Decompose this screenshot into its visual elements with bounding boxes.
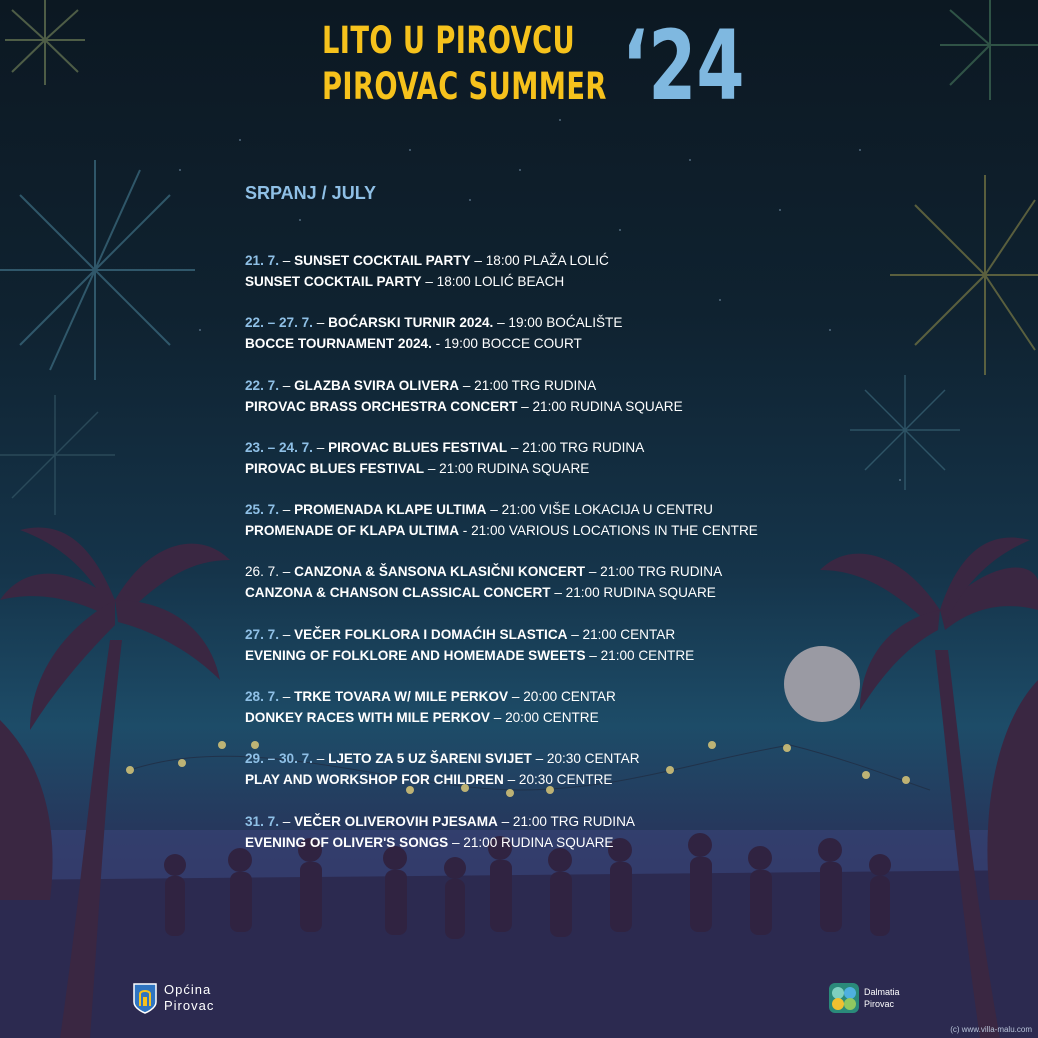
event-detail-croatian: – 21:00 TRG RUDINA — [507, 438, 645, 455]
event-line-english — [245, 520, 846, 541]
event-date: 21. 7. — [245, 252, 279, 268]
event-line-croatian — [245, 499, 846, 520]
event-item — [245, 561, 865, 623]
coat-of-arms-icon — [132, 982, 158, 1014]
event-detail-english: – 21:00 RUDINA SQUARE — [424, 459, 590, 476]
firework-right — [890, 175, 1038, 375]
event-separator: – — [312, 438, 329, 455]
event-name-english: EVENING OF FOLKLORE AND HOMEMADE SWEETS — [245, 646, 586, 663]
title-line-english: PIROVAC SUMMER — [322, 65, 607, 108]
event-name-english: PROMENADE OF KLAPA ULTIMA — [245, 522, 460, 539]
event-date: 23. – 24. 7. — [245, 438, 313, 455]
logo-left-line2: Pirovac — [164, 998, 215, 1013]
event-separator: – — [312, 750, 329, 767]
event-line-croatian — [245, 748, 846, 769]
event-detail-english: – 20:30 CENTRE — [503, 771, 613, 788]
firework-top-right — [940, 0, 1038, 100]
event-detail-croatian: – 19:00 BOĆALIŠTE — [493, 314, 623, 331]
event-name-english: DONKEY RACES WITH MILE PERKOV — [245, 709, 490, 726]
event-line-croatian — [245, 375, 846, 396]
event-line-english — [245, 769, 846, 790]
event-detail-english: – 21:00 RUDINA SQUARE — [517, 397, 683, 414]
event-name-croatian: BOĆARSKI TURNIR 2024. — [328, 314, 494, 331]
event-separator: – — [278, 252, 295, 268]
event-line-croatian — [245, 312, 846, 333]
event-detail-english: – 21:00 RUDINA SQUARE — [448, 833, 614, 850]
event-detail-croatian: – 21:00 TRG RUDINA — [497, 812, 635, 829]
event-separator: – — [278, 563, 295, 580]
event-line-croatian — [245, 561, 846, 582]
event-detail-croatian: – 21:00 TRG RUDINA — [459, 376, 597, 393]
event-line-english — [245, 707, 846, 728]
event-separator: – — [278, 688, 295, 705]
event-date: 28. 7. — [245, 688, 279, 705]
event-detail-croatian: – 21:00 VIŠE LOKACIJA U CENTRU — [486, 501, 713, 518]
event-name-croatian: PROMENADA KLAPE ULTIMA — [294, 501, 487, 518]
event-name-croatian: GLAZBA SVIRA OLIVERA — [294, 376, 460, 393]
poster-title — [322, 18, 669, 110]
event-name-english: PIROVAC BRASS ORCHESTRA CONCERT — [245, 397, 518, 414]
event-line-croatian — [245, 811, 846, 832]
logo-right-line2: Pirovac — [864, 999, 895, 1009]
event-name-english: PLAY AND WORKSHOP FOR CHILDREN — [245, 771, 504, 788]
event-detail-english: – 21:00 RUDINA SQUARE — [550, 584, 716, 601]
event-item — [245, 686, 865, 748]
event-name-english: BOCCE TOURNAMENT 2024. — [245, 335, 432, 352]
event-item — [245, 250, 865, 312]
event-name-croatian: LJETO ZA 5 UZ ŠARENI SVIJET — [328, 750, 532, 767]
event-detail-english: - 19:00 BOCCE COURT — [431, 335, 582, 352]
logo-left-line1: Općina — [164, 982, 212, 997]
event-item — [245, 499, 865, 561]
event-name-croatian: SUNSET COCKTAIL PARTY — [294, 252, 471, 268]
month-heading: SRPANJ / JULY — [245, 183, 377, 203]
dalmatia-pirovac-logo — [828, 982, 900, 1018]
event-name-english: SUNSET COCKTAIL PARTY — [245, 273, 422, 289]
event-item — [245, 811, 865, 873]
event-detail-croatian: – 21:00 CENTAR — [567, 625, 676, 642]
event-separator: – — [278, 501, 295, 518]
event-date: 22. 7. — [245, 376, 279, 393]
title-line-croatian: LITO U PIROVCU — [322, 19, 576, 62]
event-line-english — [245, 645, 846, 666]
event-detail-croatian: – 20:00 CENTAR — [508, 688, 616, 705]
event-name-croatian: VEČER FOLKLORA I DOMAĆIH SLASTICA — [294, 625, 568, 642]
event-item — [245, 437, 865, 499]
event-item — [245, 375, 865, 437]
event-detail-croatian: – 20:30 CENTAR — [531, 750, 640, 767]
event-item — [245, 312, 865, 374]
event-line-english — [245, 832, 846, 853]
event-line-croatian — [245, 624, 846, 645]
event-name-croatian: TRKE TOVARA W/ MILE PERKOV — [294, 688, 509, 705]
event-detail-english: – 20:00 CENTRE — [489, 709, 599, 726]
event-date: 22. – 27. 7. — [245, 314, 313, 331]
event-separator: – — [278, 376, 295, 393]
event-separator: – — [278, 625, 295, 642]
event-name-english: EVENING OF OLIVER'S SONGS — [245, 833, 449, 850]
event-date: 27. 7. — [245, 625, 279, 642]
event-item — [245, 624, 865, 686]
event-name-croatian: PIROVAC BLUES FESTIVAL — [328, 438, 508, 455]
firework-left-low — [0, 395, 115, 515]
firework-left — [0, 160, 195, 380]
event-line-english — [245, 458, 846, 479]
event-name-english: PIROVAC BLUES FESTIVAL — [245, 459, 425, 476]
event-detail-croatian: – 18:00 PLAŽA LOLIĆ — [470, 252, 609, 268]
firework-right-mid — [850, 375, 960, 490]
event-line-english — [245, 396, 846, 417]
event-detail-english: - 21:00 VARIOUS LOCATIONS IN THE CENTRE — [459, 522, 758, 539]
event-line-croatian — [245, 437, 846, 458]
event-line-english — [245, 582, 846, 603]
firework-top-left — [5, 0, 85, 85]
copyright-note: (c) www.villa-malu.com — [950, 1025, 1032, 1034]
event-separator: – — [312, 314, 329, 331]
event-date: 25. 7. — [245, 501, 279, 518]
event-date: 29. – 30. 7. — [245, 750, 313, 767]
event-date: 26. 7. — [245, 563, 279, 580]
event-item — [245, 748, 865, 810]
event-line-english — [245, 271, 846, 292]
event-name-croatian: CANZONA & ŠANSONA KLASIČNI KONCERT — [294, 563, 586, 580]
event-name-english: CANZONA & CHANSON CLASSICAL CONCERT — [245, 584, 551, 601]
event-detail-english: – 18:00 LOLIĆ BEACH — [421, 273, 565, 289]
event-detail-croatian: – 21:00 TRG RUDINA — [585, 563, 723, 580]
event-detail-english: – 21:00 CENTRE — [585, 646, 695, 663]
opcina-pirovac-logo — [132, 982, 215, 1018]
event-list — [245, 250, 865, 873]
event-line-croatian — [245, 686, 846, 707]
event-line-english — [245, 333, 846, 354]
year-badge: ‘24 — [622, 10, 745, 122]
event-separator: – — [278, 812, 295, 829]
logo-right-line1: Dalmatia — [864, 987, 900, 997]
event-date: 31. 7. — [245, 812, 279, 829]
event-name-croatian: VEČER OLIVEROVIH PJESAMA — [294, 812, 498, 829]
event-line-croatian — [245, 250, 846, 271]
tourism-board-icon — [828, 982, 860, 1014]
